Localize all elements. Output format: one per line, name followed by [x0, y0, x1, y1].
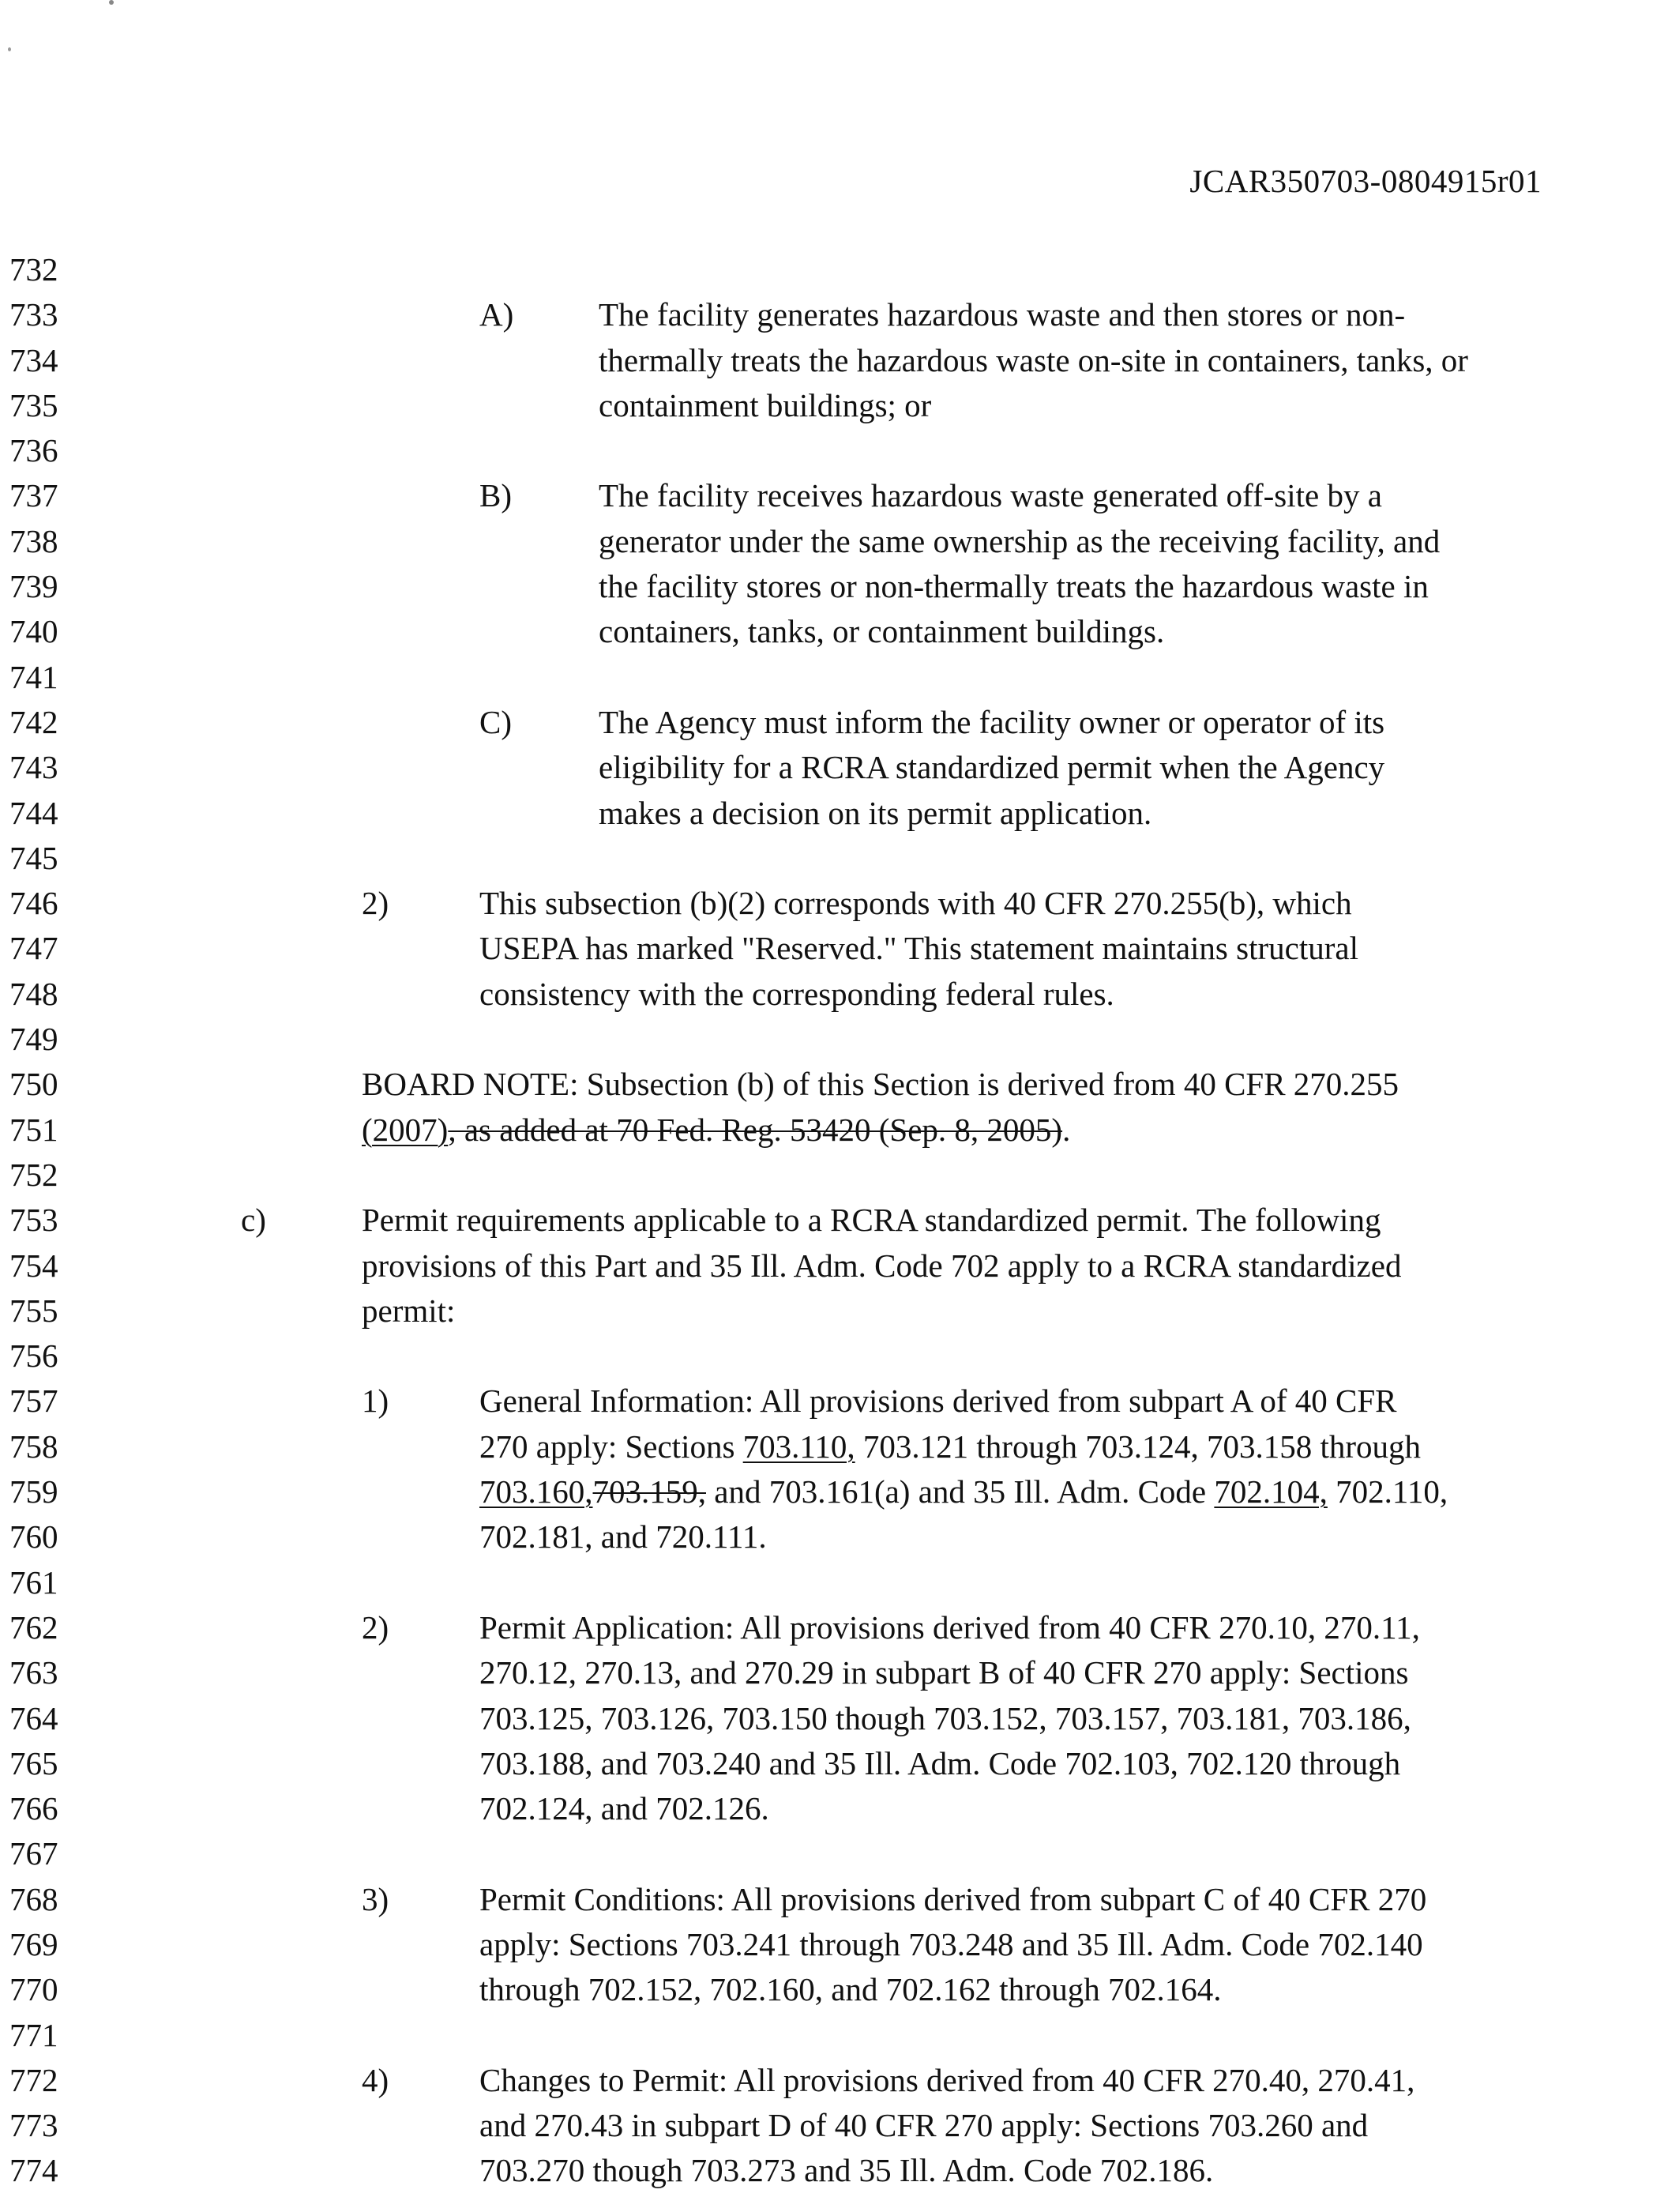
line-number: 739 [9, 568, 58, 605]
line-number: 752 [9, 1156, 58, 1193]
deleted-text: 703.159, [592, 1473, 706, 1510]
line-number: 743 [9, 749, 58, 786]
line-number: 767 [9, 1835, 58, 1872]
board-note-line: (2007), as added at 70 Fed. Reg. 53420 (Sep. 8, 2005). [362, 1111, 1071, 1148]
paragraph-b2 [0, 881, 1668, 926]
text-line: Permit requirements applicable to a RCRA standardized permit. The following [362, 1202, 1381, 1239]
board-note-line: BOARD NOTE: Subsection (b) of this Section is derived from 40 CFR 270.255 [362, 1066, 1399, 1103]
subsection-b [0, 473, 1668, 518]
text-line: thermally treats the hazardous waste on-site in containers, tanks, or [599, 341, 1468, 378]
deleted-text: , as added at 70 Fed. Reg. 53420 (Sep. 8, 2005) [448, 1111, 1063, 1148]
text-line: The Agency must inform the facility owner or operator of its [599, 703, 1385, 740]
text-line: USEPA has marked "Reserved." This statement maintains structural [479, 930, 1358, 967]
text-line: the facility stores or non-thermally treats the hazardous waste in [599, 568, 1429, 605]
paragraph-c2 [0, 1605, 1668, 1650]
scan-speck [109, 0, 114, 5]
line-number: 744 [9, 794, 58, 831]
text-line: General Information: All provisions derived from subpart A of 40 CFR [479, 1382, 1397, 1420]
inserted-text: (2007) [362, 1111, 449, 1148]
text-line: 270 apply: Sections 703.110, 703.121 through 703.124, 703.158 through [479, 1428, 1421, 1465]
paragraph-c1 [0, 1379, 1668, 1424]
line-number: 746 [9, 885, 58, 922]
subsection-marker: A) [479, 296, 514, 333]
line-number: 766 [9, 1790, 58, 1827]
line-number: 735 [9, 386, 58, 423]
paragraph-marker: 1) [362, 1382, 389, 1420]
text-line: 703.270 though 703.273 and 35 Ill. Adm. Code 702.186. [479, 2152, 1214, 2189]
line-number: 760 [9, 1518, 58, 1556]
paragraph-c4 [0, 2058, 1668, 2103]
line-number: 761 [9, 1563, 58, 1601]
paragraph-marker: 4) [362, 2061, 389, 2098]
line-number: 745 [9, 839, 58, 876]
text-line: containers, tanks, or containment buildings. [599, 613, 1165, 650]
paragraph-marker: 2) [362, 885, 389, 922]
scan-speck [8, 47, 11, 51]
line-number: 747 [9, 930, 58, 967]
line-number: 765 [9, 1744, 58, 1781]
text-line: eligibility for a RCRA standardized permit when the Agency [599, 749, 1385, 786]
text-line: 702.181, and 720.111. [479, 1518, 767, 1556]
text-line: makes a decision on its permit application. [599, 794, 1152, 831]
inserted-text: 703.110, [742, 1428, 855, 1465]
text-line: containment buildings; or [599, 386, 932, 423]
line-number: 757 [9, 1382, 58, 1420]
text-line: 270.12, 270.13, and 270.29 in subpart B of 40 CFR 270 apply: Sections [479, 1654, 1409, 1691]
line-number: 773 [9, 2107, 58, 2144]
paragraph-marker: 2) [362, 1608, 389, 1646]
document-id: JCAR350703-0804915r01 [1189, 163, 1542, 199]
line-number: 738 [9, 522, 58, 559]
text-line: Permit Application: All provisions derived from 40 CFR 270.10, 270.11, [479, 1608, 1420, 1646]
text-line: The facility generates hazardous waste and then stores or non- [599, 296, 1406, 333]
subsection-marker: c) [241, 1202, 266, 1239]
line-number: 762 [9, 1608, 58, 1646]
text-line: 703.125, 703.126, 703.150 though 703.152, 703.157, 703.181, 703.186, [479, 1699, 1411, 1736]
line-number: 755 [9, 1292, 58, 1329]
text-line: consistency with the corresponding federal rules. [479, 975, 1114, 1012]
line-number: 748 [9, 975, 58, 1012]
line-number: 732 [9, 251, 58, 288]
text-line: The facility receives hazardous waste generated off-site by a [599, 477, 1382, 514]
line-number: 736 [9, 432, 58, 469]
text-line: and 270.43 in subpart D of 40 CFR 270 apply: Sections 703.260 and [479, 2107, 1369, 2144]
line-number: 772 [9, 2061, 58, 2098]
line-number: 770 [9, 1971, 58, 2008]
subsection-c [0, 1198, 1668, 1243]
line-number: 771 [9, 2016, 58, 2053]
text-line: apply: Sections 703.241 through 703.248 and 35 Ill. Adm. Code 702.140 [479, 1925, 1423, 1962]
subsection-a [0, 292, 1668, 337]
line-number: 734 [9, 341, 58, 378]
line-number: 769 [9, 1925, 58, 1962]
line-number: 742 [9, 703, 58, 740]
text-line: through 702.152, 702.160, and 702.162 through 702.164. [479, 1971, 1222, 2008]
line-number: 733 [9, 296, 58, 333]
text-line: permit: [362, 1292, 456, 1329]
line-number: 737 [9, 477, 58, 514]
inserted-text: 702.104, [1214, 1473, 1328, 1510]
paragraph-c3 [0, 1877, 1668, 1922]
line-number: 759 [9, 1473, 58, 1510]
line-number: 758 [9, 1428, 58, 1465]
paragraph-marker: 3) [362, 1880, 389, 1917]
subsection-c-item [0, 700, 1668, 745]
text-line: Changes to Permit: All provisions derived from 40 CFR 270.40, 270.41, [479, 2061, 1415, 2098]
line-number: 740 [9, 613, 58, 650]
text-line: provisions of this Part and 35 Ill. Adm. Code 702 apply to a RCRA standardized [362, 1247, 1402, 1284]
text-line: 702.124, and 702.126. [479, 1790, 769, 1827]
text-line: This subsection (b)(2) corresponds with 40 CFR 270.255(b), which [479, 885, 1352, 922]
line-number: 768 [9, 1880, 58, 1917]
line-number: 750 [9, 1066, 58, 1103]
subsection-marker: B) [479, 477, 512, 514]
text-line: 703.160,703.159, and 703.161(a) and 35 Ill. Adm. Code 702.104, 702.110, [479, 1473, 1448, 1510]
inserted-text: 703.160, [479, 1473, 593, 1510]
line-number: 751 [9, 1111, 58, 1148]
line-number: 764 [9, 1699, 58, 1736]
line-number: 756 [9, 1337, 58, 1375]
text-line: 703.188, and 703.240 and 35 Ill. Adm. Code 702.103, 702.120 through [479, 1744, 1401, 1781]
subsection-marker: C) [479, 703, 512, 740]
document-body [0, 247, 1668, 2194]
line-number: 749 [9, 1021, 58, 1058]
line-number: 754 [9, 1247, 58, 1284]
text-line: generator under the same ownership as the receiving facility, and [599, 522, 1441, 559]
line-number: 774 [9, 2152, 58, 2189]
text-line: Permit Conditions: All provisions derived from subpart C of 40 CFR 270 [479, 1880, 1427, 1917]
line-number: 763 [9, 1654, 58, 1691]
line-number: 741 [9, 658, 58, 695]
line-number: 753 [9, 1202, 58, 1239]
